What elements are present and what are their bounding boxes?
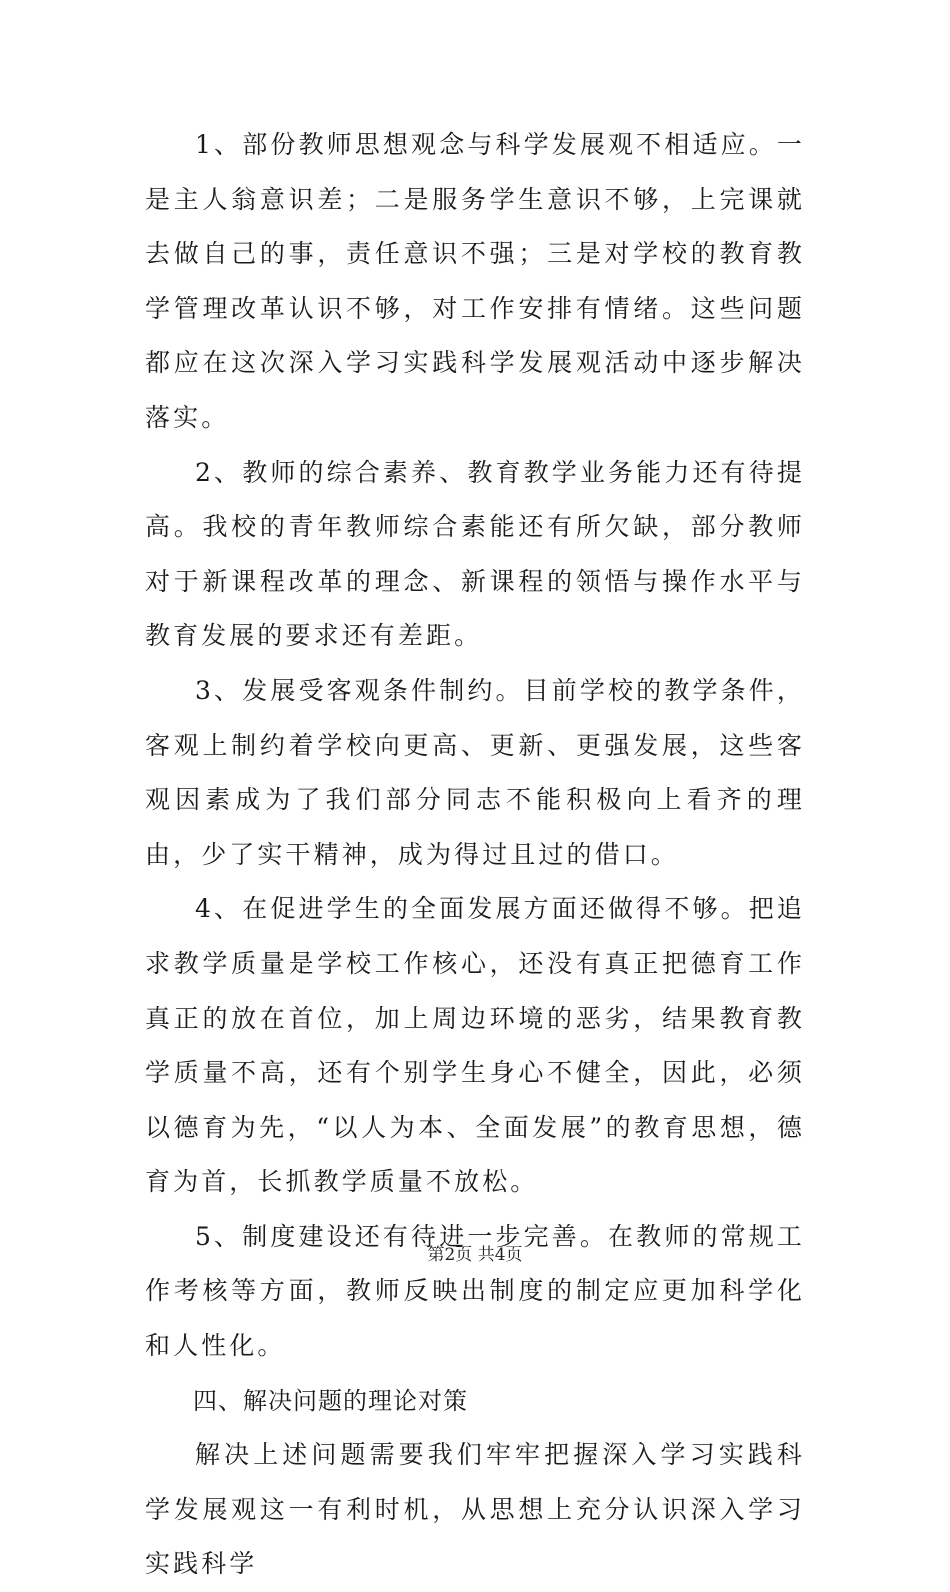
page-footer: 第2页 共4页 xyxy=(427,1245,523,1265)
closing-paragraph: 解决上述问题需要我们牢牢把握深入学习实践科学发展观这一有利时机，从思想上充分认识深入学习实践科学 xyxy=(145,1440,805,1579)
paragraph-4: 4、在促进学生的全面发展方面还做得不够。把追求教学质量是学校工作核心，还没有真正把德育工作真正的放在首位，加上周边环境的恶劣，结果教育教学质量不高，还有个别学生身心不健全，因此，必须以德育为先，“以人为本、全面发展”的教育思想，德育为首，长抓教学质量不放松。 xyxy=(145,894,805,1197)
paragraph-5: 5、制度建设还有待进一步完善。在教师的常规工作考核等方面，教师反映出制度的制定应更加科学化和人性化。 xyxy=(145,1221,805,1361)
paragraph-2: 2、教师的综合素养、教育教学业务能力还有待提高。我校的青年教师综合素能还有所欠缺，部分教师对于新课程改革的理念、新课程的领悟与操作水平与教育发展的要求还有差距。 xyxy=(145,457,805,651)
document-body xyxy=(145,118,805,1592)
paragraph-3: 3、发展受客观条件制约。目前学校的教学条件，客观上制约着学校向更高、更新、更强发展，这些客观因素成为了我们部分同志不能积极向上看齐的理由，少了实干精神，成为得过且过的借口。 xyxy=(145,675,805,869)
section-heading: 四、解决问题的理论对策 xyxy=(193,1386,468,1415)
paragraph-1: 1、部份教师思想观念与科学发展观不相适应。一是主人翁意识差；二是服务学生意识不够，上完课就去做自己的事，责任意识不强；三是对学校的教育教学管理改革认识不够，对工作安排有情绪。这些问题都应在这次深入学习实践科学发展观活动中逐步解决落实。 xyxy=(145,130,805,432)
